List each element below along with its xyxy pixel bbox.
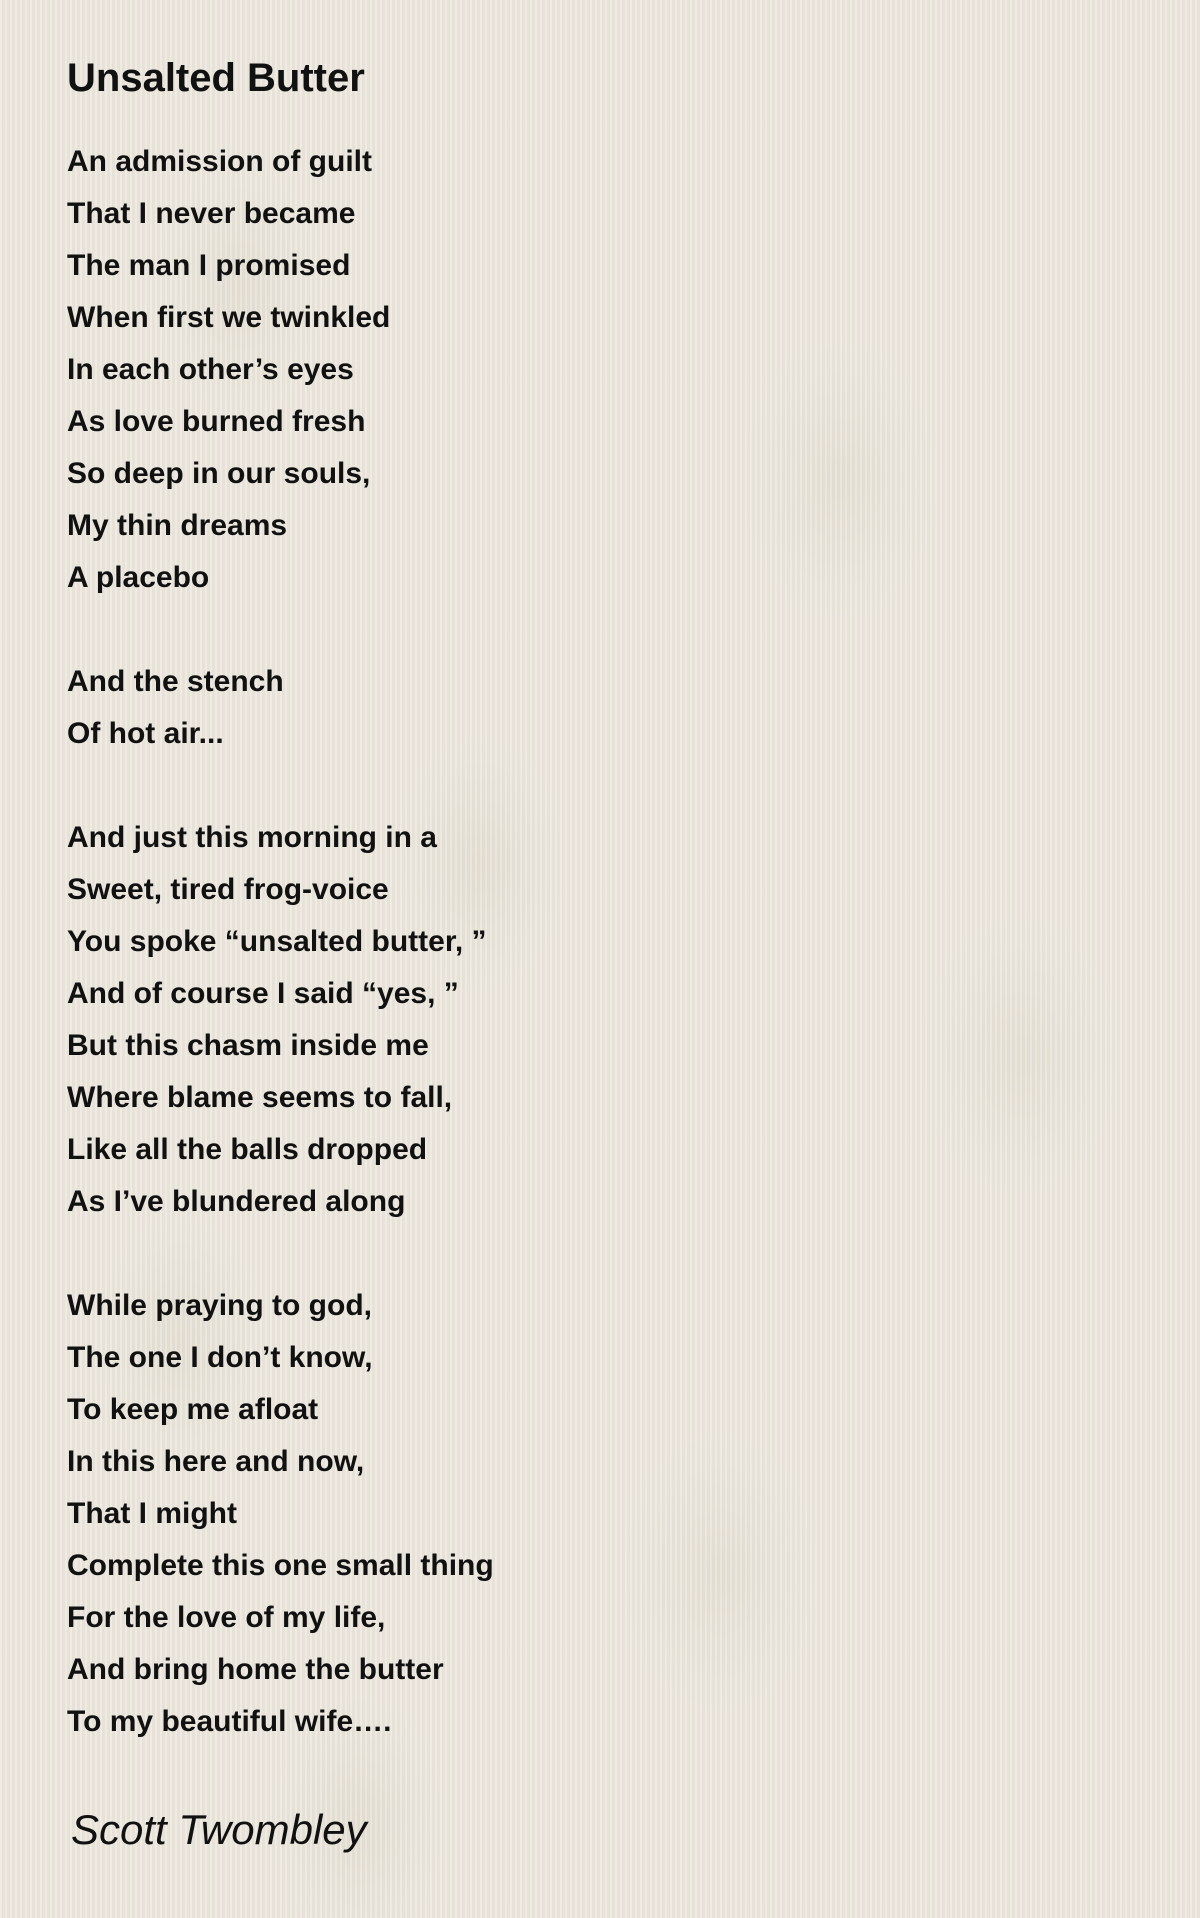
poem-line: As I’ve blundered along — [67, 1185, 406, 1218]
poem-line: Of hot air... — [67, 717, 224, 750]
poem-line: The one I don’t know, — [67, 1341, 373, 1374]
author-signature: Scott Twombley — [71, 1806, 367, 1853]
poem-line: Sweet, tired frog-voice — [67, 873, 389, 906]
poem-line: In this here and now, — [67, 1445, 365, 1478]
poem-line: When first we twinkled — [67, 301, 391, 334]
poem-line: And the stench — [67, 665, 284, 698]
poem-line: And of course I said “yes, ” — [67, 977, 459, 1010]
poem-line: My thin dreams — [67, 509, 288, 542]
poem-title: Unsalted Butter — [67, 56, 365, 100]
poem-line: You spoke “unsalted butter, ” — [67, 925, 487, 958]
poem-line: While praying to god, — [67, 1289, 372, 1322]
stanza-2 — [67, 656, 1147, 760]
poem-page — [67, 48, 1147, 1860]
poem-line: And just this morning in a — [67, 821, 437, 854]
poem-line: To keep me afloat — [67, 1393, 319, 1426]
poem-line: To my beautiful wife…. — [67, 1705, 392, 1738]
poem-line: A placebo — [67, 561, 210, 594]
poem-line: For the love of my life, — [67, 1601, 386, 1634]
poem-line: An admission of guilt — [67, 145, 372, 178]
poem-line: Where blame seems to fall, — [67, 1081, 453, 1114]
poem-line: Like all the balls dropped — [67, 1133, 428, 1166]
poem-line: Complete this one small thing — [67, 1549, 494, 1582]
poem-line: That I never became — [67, 197, 356, 230]
stanza-4 — [67, 1280, 1147, 1748]
poem-line: As love burned fresh — [67, 405, 366, 438]
poem-line: That I might — [67, 1497, 237, 1530]
poem-line: The man I promised — [67, 249, 351, 282]
stanza-3 — [67, 812, 1147, 1228]
poem-line: And bring home the butter — [67, 1653, 444, 1686]
poem-line: But this chasm inside me — [67, 1029, 429, 1062]
poem-line: In each other’s eyes — [67, 353, 354, 386]
poem-line: So deep in our souls, — [67, 457, 371, 490]
stanza-1 — [67, 136, 1147, 604]
